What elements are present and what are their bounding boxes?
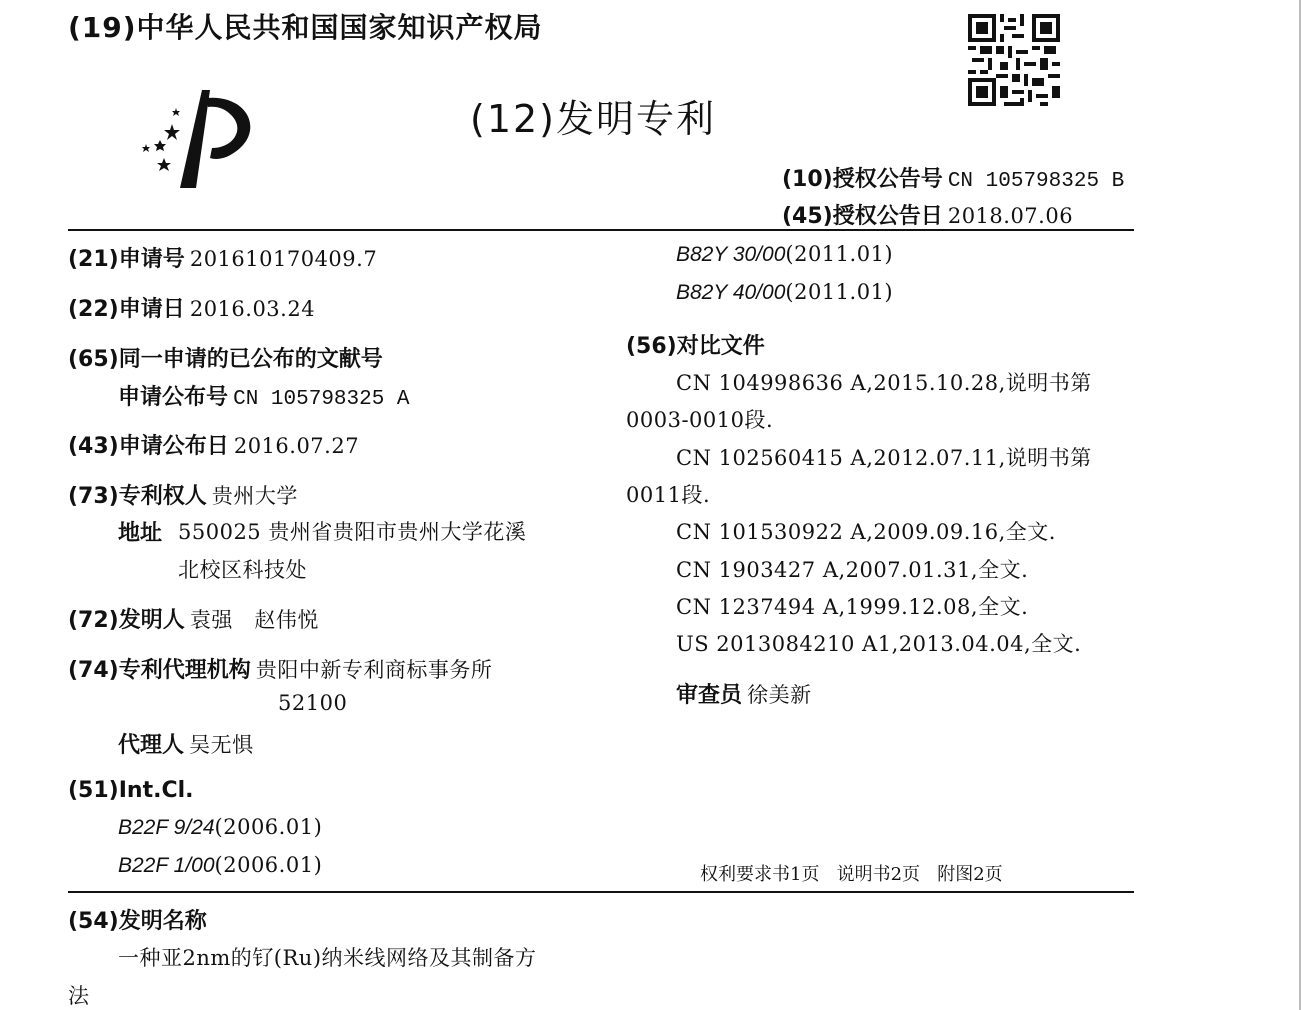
agency-label: (74)专利代理机构 [68, 658, 251, 683]
ref-line: US 2013084210 A1,2013.04.04,全文. [676, 632, 1082, 656]
grant-pub-no: CN 105798325 B [947, 170, 1125, 193]
title-label: (54)发明名称 [68, 909, 207, 934]
intcl-version: (2006.01) [214, 853, 323, 877]
address-label: 地址 [118, 521, 163, 546]
page-edge [1299, 0, 1301, 1010]
patentee-row [68, 479, 298, 510]
intcl-item [118, 815, 322, 840]
app-date-label: (22)申请日 [68, 297, 185, 322]
grant-pub-date-row [782, 199, 1073, 230]
grant-pub-no-label: (10)授权公告号 [782, 167, 943, 192]
app-pub-no-label: 申请公布号 [118, 385, 229, 410]
app-pub-no: CN 105798325 A [233, 388, 410, 411]
title-line-2: 法 [68, 984, 90, 1008]
app-pub-date-label: (43)申请公布日 [68, 434, 229, 459]
refs-label: (56)对比文件 [626, 334, 765, 359]
inventor-row [68, 603, 319, 634]
office-name: (19)中华人民共和国国家知识产权局 [68, 11, 543, 44]
app-pub-date-row [68, 429, 359, 460]
intcl-item [676, 242, 893, 267]
intcl-item [118, 853, 322, 878]
intcl-code: B82Y 40/00 [676, 281, 786, 304]
ref-line: CN 104998636 A,2015.10.28,说明书第 [676, 371, 1092, 395]
header-divider [68, 229, 1134, 231]
same-app-label: (65)同一申请的已公布的文献号 [68, 347, 383, 372]
inventor-label: (72)发明人 [68, 608, 185, 633]
ref-line: CN 1237494 A,1999.12.08,全文. [676, 595, 1029, 619]
agent-row [118, 728, 254, 759]
intcl-version: (2011.01) [785, 280, 894, 304]
cnipa-logo-icon [130, 84, 262, 192]
intcl-code: B82Y 30/00 [676, 243, 786, 266]
patentee-label: (73)专利权人 [68, 484, 207, 509]
examiner-label: 审查员 [676, 683, 743, 708]
app-pub-date: 2016.07.27 [233, 434, 360, 458]
grant-pub-date: 2018.07.06 [947, 204, 1074, 228]
intcl-version: (2006.01) [214, 815, 323, 839]
ref-line: CN 1903427 A,2007.01.31,全文. [676, 558, 1029, 582]
agent: 吴无惧 [189, 733, 254, 757]
examiner: 徐美新 [747, 683, 812, 707]
ref-line: 0011段. [626, 483, 711, 507]
grant-pub-no-row [782, 162, 1124, 193]
title-line-1: 一种亚2nm的钌(Ru)纳米线网络及其制备方 [118, 946, 537, 970]
app-date-row [68, 292, 315, 323]
app-no-row [68, 242, 377, 273]
ref-line: 0003-0010段. [626, 408, 774, 432]
address-line-1: 550025 贵州省贵阳市贵州大学花溪 [178, 520, 527, 544]
app-no: 201610170409.7 [189, 247, 378, 271]
ref-line: CN 101530922 A,2009.09.16,全文. [676, 520, 1056, 544]
inventors: 袁强 赵伟悦 [189, 608, 319, 632]
address-line-2: 北校区科技处 [178, 558, 307, 582]
agency-row [68, 653, 492, 684]
agency-line-1: 贵阳中新专利商标事务所 [255, 658, 493, 682]
patentee: 贵州大学 [211, 484, 298, 508]
app-pub-no-row [118, 380, 410, 411]
grant-pub-date-label: (45)授权公告日 [782, 204, 943, 229]
intcl-version: (2011.01) [785, 242, 894, 266]
app-no-label: (21)申请号 [68, 247, 185, 272]
agent-label: 代理人 [118, 733, 185, 758]
agency-line-2: 52100 [278, 691, 348, 715]
intcl-item [676, 280, 893, 305]
page-counts: 权利要求书1页 说明书2页 附图2页 [700, 864, 1003, 885]
footer-divider [68, 891, 1134, 893]
app-date: 2016.03.24 [189, 297, 316, 321]
intcl-code: B22F 9/24 [118, 816, 215, 839]
qr-code-icon [968, 14, 1060, 106]
intcl-label: (51)Int.Cl. [68, 778, 194, 803]
intcl-code: B22F 1/00 [118, 854, 215, 877]
ref-line: CN 102560415 A,2012.07.11,说明书第 [676, 446, 1092, 470]
document-type: (12)发明专利 [470, 97, 717, 141]
examiner-row [676, 678, 812, 709]
